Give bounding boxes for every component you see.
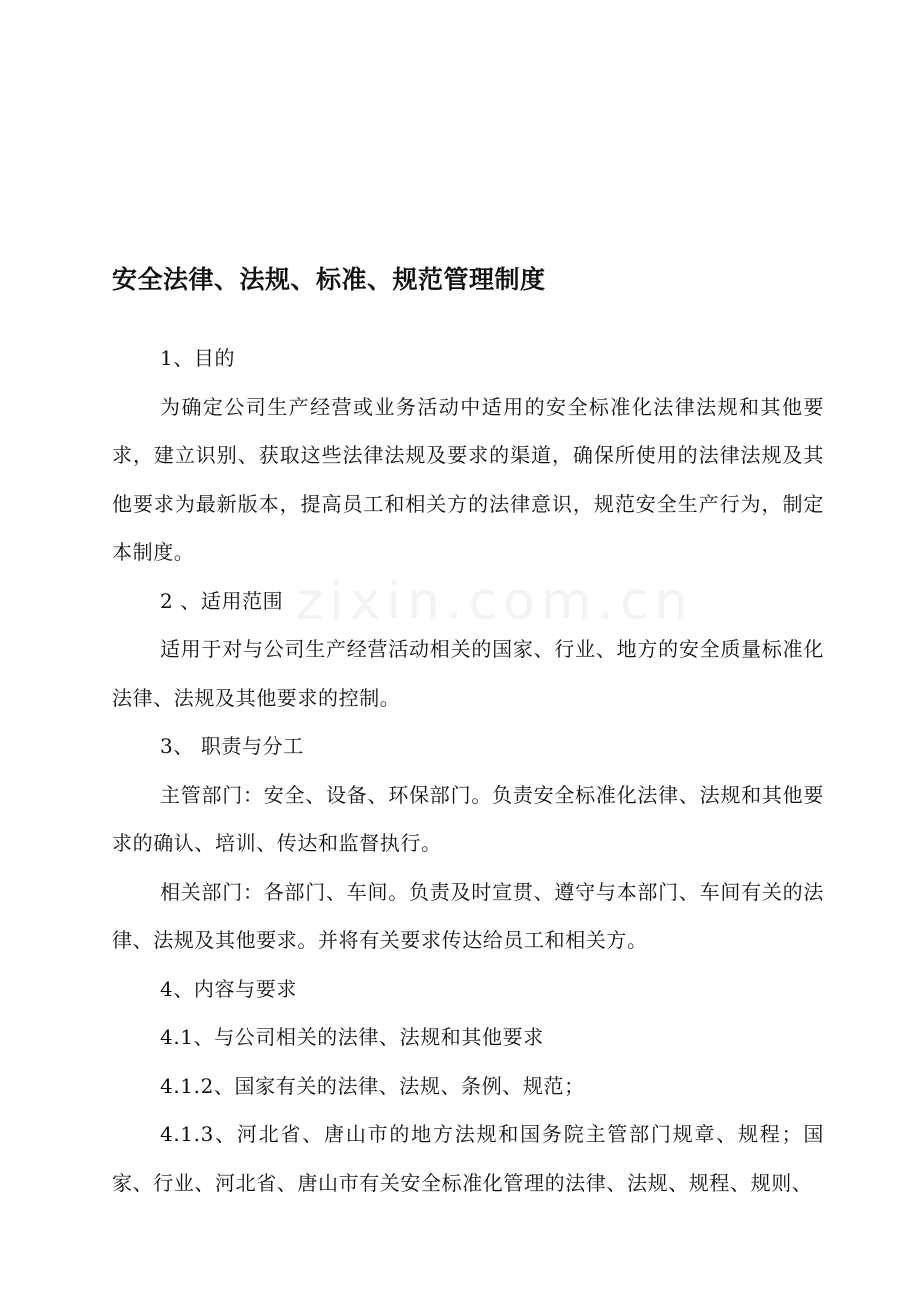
subsection-4-1-2: 4.1.2、国家有关的法律、法规、条例、规范；: [160, 1073, 585, 1098]
document-title: 安全法律、法规、标准、规范管理制度: [112, 265, 546, 294]
section-heading-responsibilities: 3、 职责与分工: [160, 734, 304, 758]
section-heading-purpose: 1、目的: [160, 346, 236, 370]
document-body: [112, 334, 824, 1207]
subsection-4-1: 4.1、与公司相关的法律、法规和其他要求: [160, 1025, 544, 1049]
paragraph-related-departments: 相关部门：各部门、车间。负责及时宣贯、遵守与本部门、车间有关的法律、法规及其他要求。并将有关要求传达给员工和相关方。: [112, 879, 824, 952]
section-heading-content: 4、内容与要求: [160, 976, 297, 1001]
paragraph-purpose: 为确定公司生产经营或业务活动中适用的安全标准化法律法规和其他要求，建立识别、获取这些法律法规及要求的渠道，确保所使用的法律法规及其他要求为最新版本，提高员工和相关方的法律意识，规范安全生产行为，制定本制度。: [112, 394, 824, 564]
section-heading-scope: 2 、适用范围: [160, 588, 284, 613]
paragraph-scope: 适用于对与公司生产经营活动相关的国家、行业、地方的安全质量标准化法律、法规及其他要求的控制。: [112, 637, 824, 710]
watermark: zixin.com.cn: [296, 572, 694, 632]
paragraph-lead-department: 主管部门：安全、设备、环保部门。负责安全标准化法律、法规和其他要求的确认、培训、传达和监督执行。: [112, 782, 824, 855]
subsection-4-1-3: 4.1.3、河北省、唐山市的地方法规和国务院主管部门规章、规程；国家、行业、河北省、唐山市有关安全标准化管理的法律、法规、规程、规则、: [112, 1122, 824, 1195]
